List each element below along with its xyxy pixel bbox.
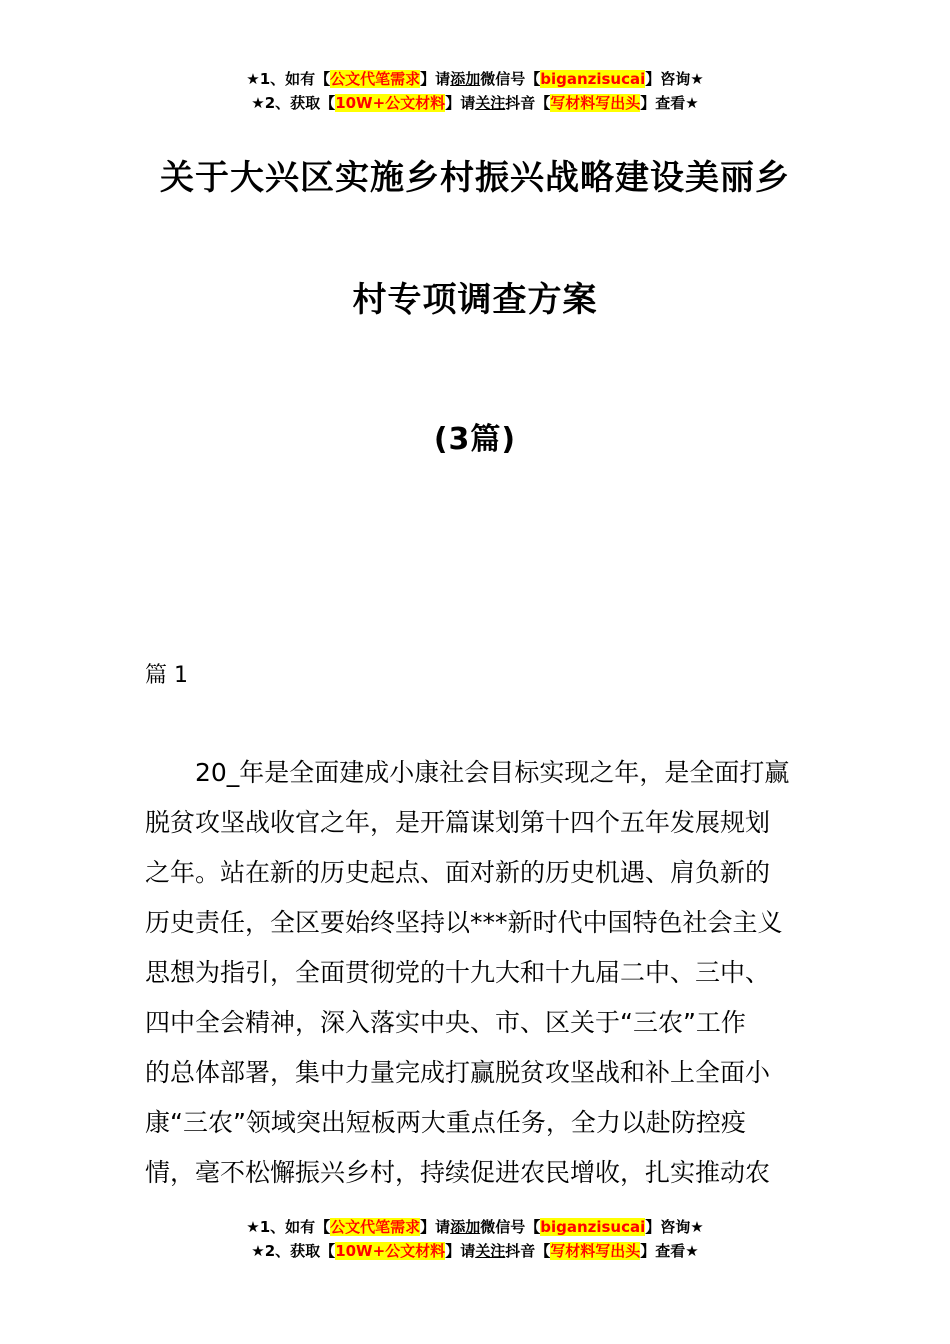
document-title-line-2: 村专项调查方案	[352, 280, 598, 320]
header-banner	[0, 67, 950, 115]
body-paragraph	[145, 748, 810, 1198]
banner-line-2	[0, 91, 950, 115]
banner-text: 】请	[420, 70, 451, 88]
body-line: 的总体部署，集中力量完成打赢脱贫攻坚战和补上全面小	[145, 1058, 771, 1087]
document-subtitle-count: (3篇)	[433, 422, 517, 457]
banner-line-2	[0, 1239, 950, 1263]
banner-text: 微信号【	[480, 70, 541, 88]
body-line: 四中全会精神，深入落实中央、市、区关于“三农”工作	[145, 1008, 746, 1037]
body-line: 康“三农”领域突出短板两大重点任务，全力以赴防控疫	[145, 1108, 746, 1137]
banner-text: 】查看★	[640, 94, 699, 112]
banner-text: ★1、如有【	[246, 1218, 331, 1236]
banner-text: 】请	[420, 1218, 451, 1236]
body-line: 情，毫不松懈振兴乡村，持续促进农民增收，扎实推动农	[145, 1158, 771, 1187]
banner-text: ★1、如有【	[246, 70, 331, 88]
banner-wechat-id: biganzisucai	[540, 1218, 646, 1236]
body-line: 20_年是全面建成小康社会目标实现之年，是全面打赢	[195, 758, 790, 787]
banner-text: 微信号【	[480, 1218, 541, 1236]
body-line: 思想为指引，全面贯彻党的十九大和十九届二中、三中、	[145, 958, 771, 987]
banner-underlined: 添加	[450, 70, 481, 88]
banner-douyin-id: 写材料写出头	[550, 1242, 641, 1260]
banner-text: 】咨询★	[645, 1218, 704, 1236]
body-line: 历史责任，全区要始终坚持以***新时代中国特色社会主义	[145, 908, 783, 937]
footer-banner	[0, 1215, 950, 1263]
banner-text: 】查看★	[640, 1242, 699, 1260]
banner-line-1	[0, 1215, 950, 1239]
section-label: 篇 1	[145, 663, 188, 688]
banner-underlined: 关注	[475, 1242, 506, 1260]
banner-text: 】请	[445, 1242, 476, 1260]
body-line: 之年。站在新的历史起点、面对新的历史机遇、肩负新的	[145, 858, 771, 887]
banner-line-1	[0, 67, 950, 91]
banner-text: 】请	[445, 94, 476, 112]
banner-text: 抖音【	[505, 94, 551, 112]
banner-underlined: 添加	[450, 1218, 481, 1236]
banner-wechat-id: biganzisucai	[540, 70, 646, 88]
body-line: 脱贫攻坚战收官之年，是开篇谋划第十四个五年发展规划	[145, 808, 771, 837]
banner-text: ★2、获取【	[251, 1242, 336, 1260]
banner-highlight: 10W+公文材料	[335, 94, 446, 112]
banner-douyin-id: 写材料写出头	[550, 94, 641, 112]
banner-text: 】咨询★	[645, 70, 704, 88]
document-title-line-1: 关于大兴区实施乡村振兴战略建设美丽乡	[160, 158, 790, 198]
banner-text: ★2、获取【	[251, 94, 336, 112]
banner-highlight: 10W+公文材料	[335, 1242, 446, 1260]
banner-highlight: 公文代笔需求	[330, 1218, 421, 1236]
banner-highlight: 公文代笔需求	[330, 70, 421, 88]
banner-text: 抖音【	[505, 1242, 551, 1260]
banner-underlined: 关注	[475, 94, 506, 112]
